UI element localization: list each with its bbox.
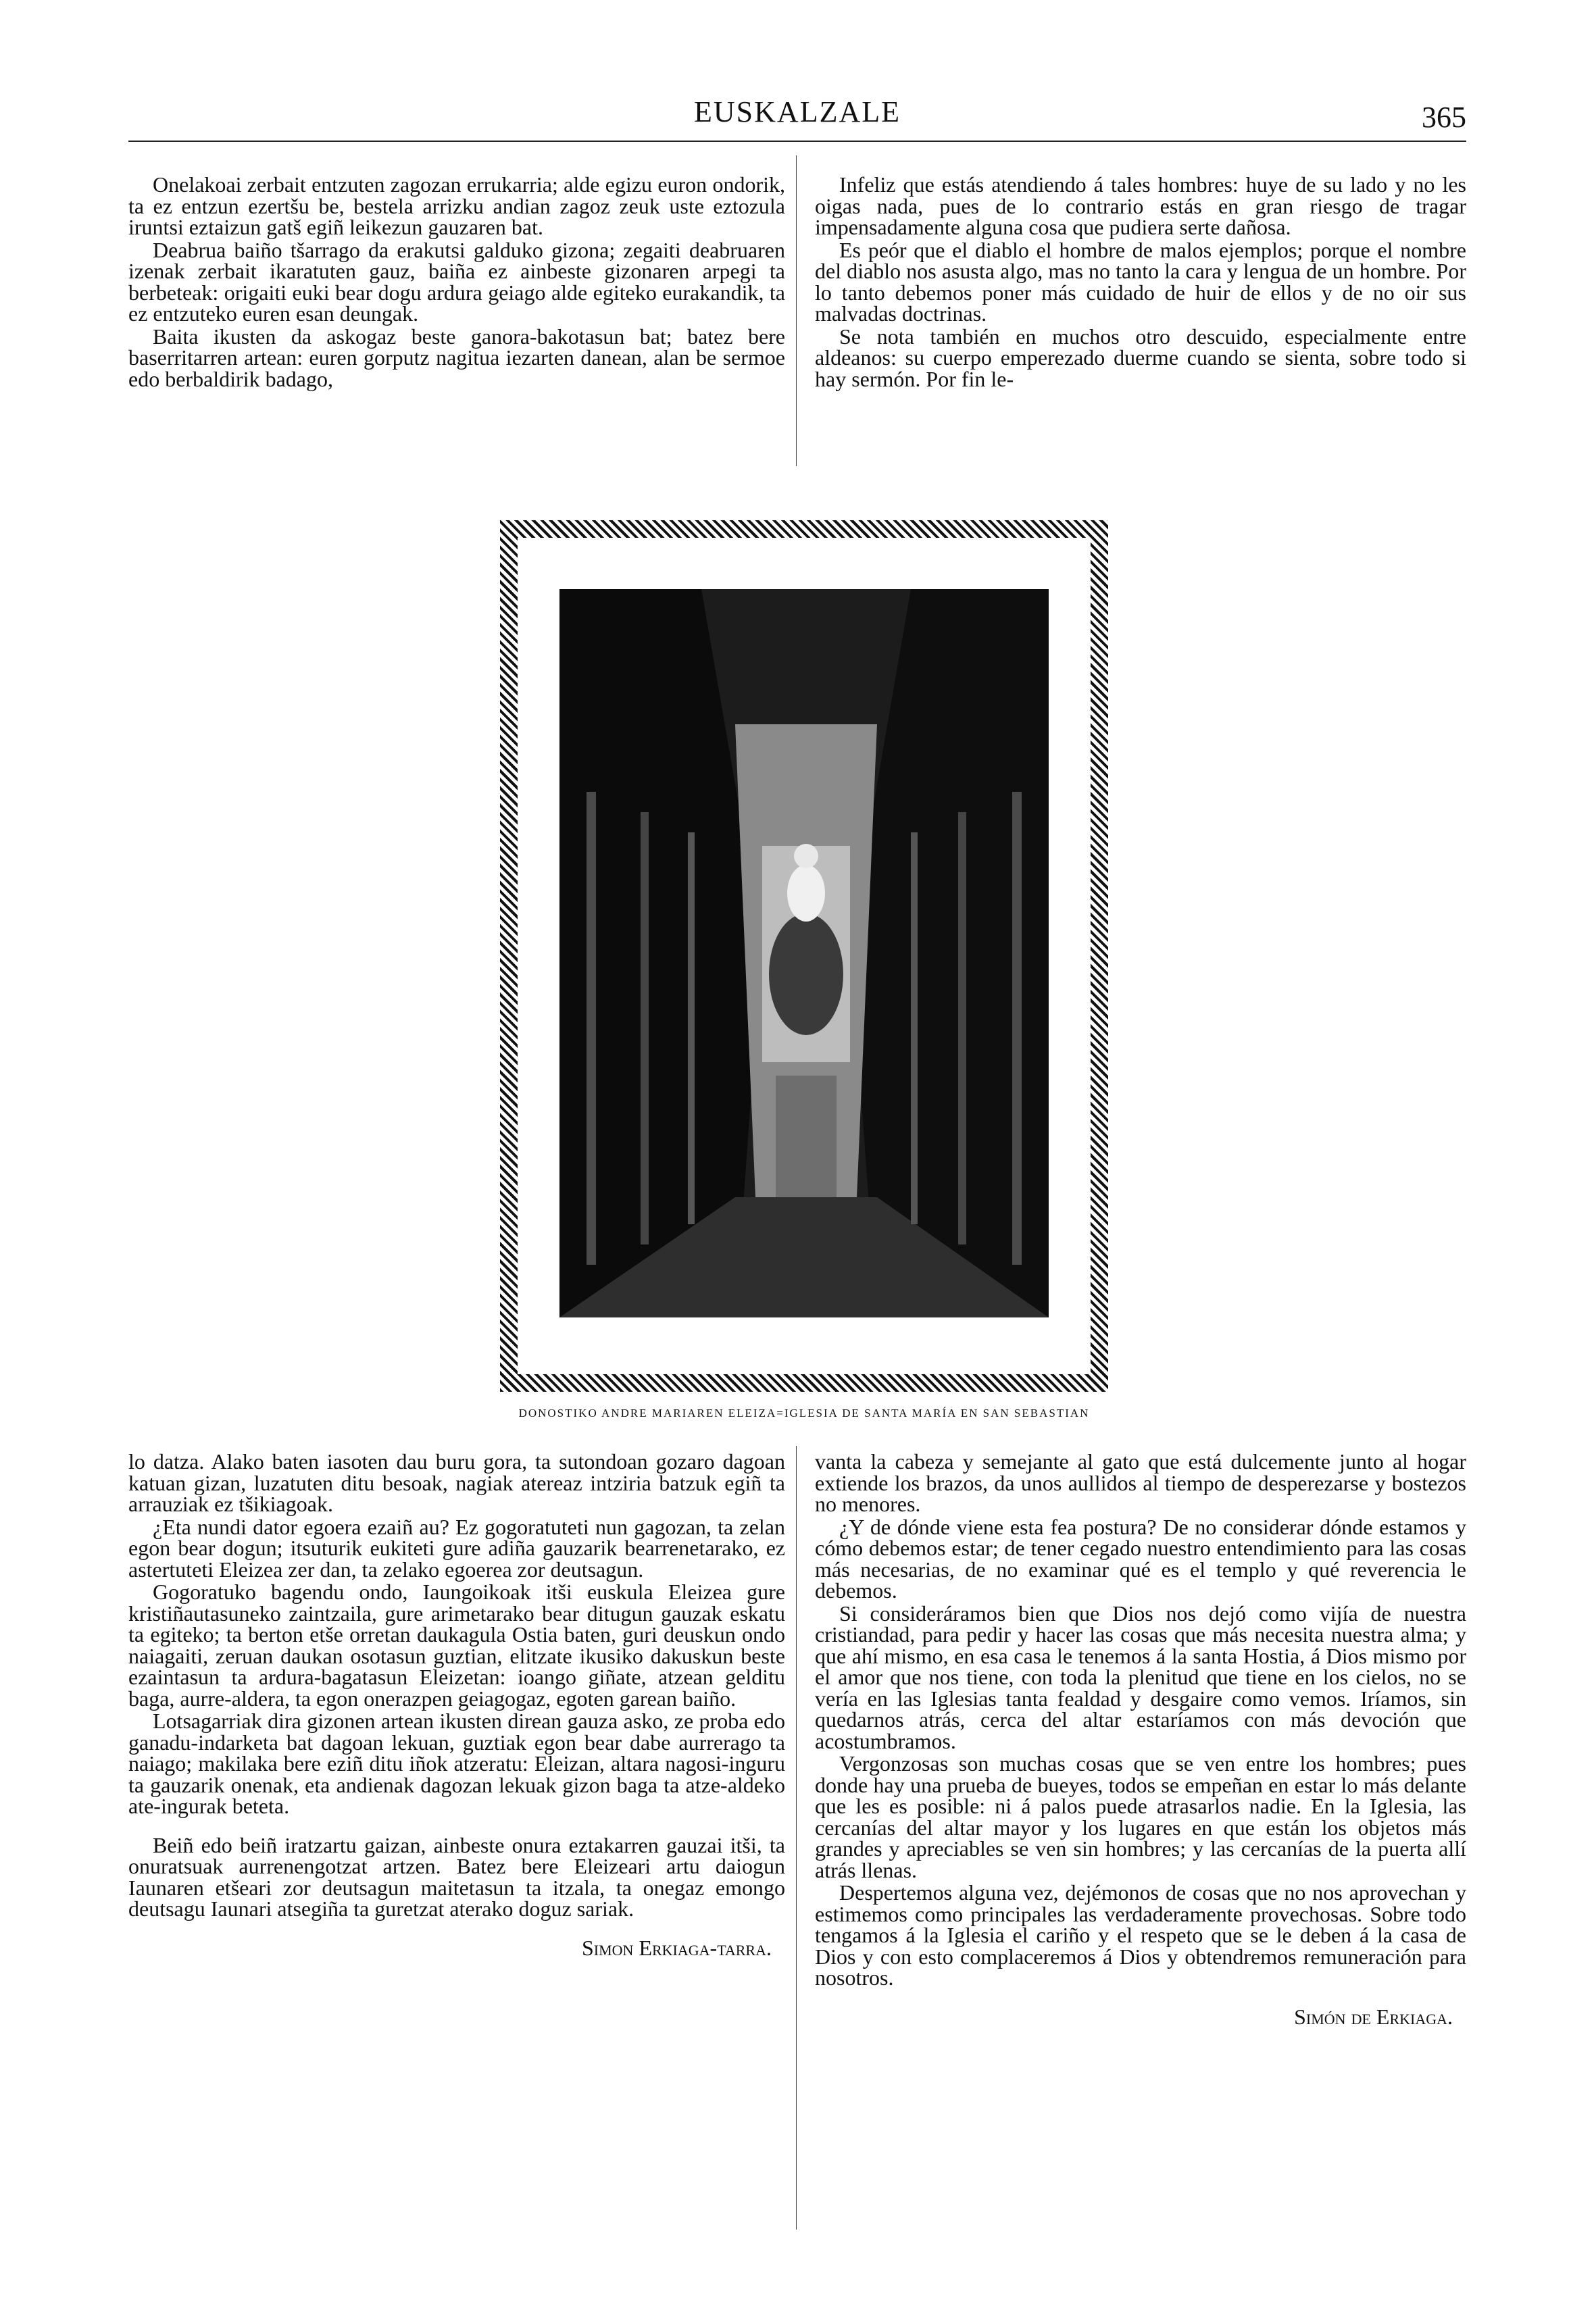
signature-basque: Simon Erkiaga-tarra. (581, 1935, 772, 1960)
paragraph: Onelakoai zerbait entzuten zagozan errukarria; alde egizu euron ondorik, ta ez entzun ezertšu be, bestela arrizku andian zagoz zeuk uste eztozula iruntsi eztaizun gatš egiñ leikezun gauzaren bat. (128, 172, 785, 239)
column-divider (796, 1446, 797, 2230)
top-right-column (815, 174, 1466, 391)
paragraph: ¿Y de dónde viene esta fea postura? De no considerar dónde estamos y cómo debemos estar; de tener cegado nuestro entendimiento para las cosas más necesarias, de no examinar qué es el templo y qué reverencia le debemos. (815, 1514, 1466, 1603)
figure-frame (500, 520, 1108, 1392)
page-header (128, 95, 1466, 142)
signature-spanish: Simón de Erkiaga. (1294, 2004, 1453, 2029)
bottom-left-column (128, 1451, 785, 1960)
paragraph: Despertemos alguna vez, dejémonos de cosas que no nos aprovechan y estimemos como principales las verdaderamente provechosas. Sobre todo tengamos á la Iglesia el cariño y el respeto que se le deben á la casa de Dios y con esto complaceremos á Dios y obtendremos remuneración para nosotros. (815, 1880, 1466, 1990)
header-rule (128, 141, 1466, 142)
figure-caption: DONOSTIKO ANDRE MARIAREN ELEIZA=IGLESIA DE SANTA MARÍA EN SAN SEBASTIAN (518, 1407, 1090, 1419)
paragraph: Vergonzosas son muchas cosas que se ven entre los hombres; pues donde hay una prueba de bueyes, todos se empeñan en estar lo más delante que les es posible: ni á palos puede atrasarlos nadie. En la Iglesia, las cercanías del altar mayor y los lugares en que están los objetos más grandes y apreciables se ven sin hombres; y las cercanías de la puerta allí atrás llenas. (815, 1751, 1466, 1882)
paragraph: lo datza. Alako baten iasoten dau buru gora, ta sutondoan gozaro dagoan katuan gizan, luzatuten ditu besoak, nagiak atereaz intziria batzuk egiñ ta arrauziak ez tšikiagoak. (128, 1449, 785, 1516)
photo-illustration (559, 589, 1049, 1317)
paragraph: Se nota también en muchos otro descuido, especialmente entre aldeanos: su cuerpo emperezado duerme cuando se sienta, sobre todo si hay sermón. Por fin le- (815, 324, 1466, 391)
paragraph: Infeliz que estás atendiendo á tales hombres: huye de su lado y no les oigas nada, pues de lo contrario estás en gran riesgo de tragar impensadamente alguna cosa que pudiera serte dañosa. (815, 172, 1466, 239)
paragraph: Beiñ edo beiñ iratzartu gaizan, ainbeste onura eztakarren gauzai itši, ta onuratsuak aurrenengotzat artzen. Batez bere Eleizeari artu daiogun Iaunaren etšeari zor deutsagun maitetasun ta itzala, ta onegaz emongo deutsagu Iaunari atsegiña ta guretzat aterako doguz sariak. (128, 1832, 785, 1921)
paragraph: vanta la cabeza y semejante al gato que está dulcemente junto al hogar extiende los brazos, da unos aullidos al tiempo de desperezarse y bostezos no menores. (815, 1449, 1466, 1516)
top-left-column (128, 174, 785, 391)
page-number: 365 (1422, 101, 1466, 134)
paragraph: Es peór que el diablo el hombre de malos ejemplos; porque el nombre del diablo nos asusta algo, mas no tanto la cara y lengua de un hombre. Por lo tanto debemos poner más cuidado de huir de ellos y de no oir sus malvadas doctrinas. (815, 237, 1466, 326)
paragraph: Deabrua baiño tšarrago da erakutsi galduko gizona; zegaiti deabruaren izenak zerbait ikaratuten gauz, baiña ez ainbeste gizonaren arpegi ta berbeteak: origaiti euki bear dogu ardura geiago alde egiteko eurakandik, ta ez entzuteko euren esan deungak. (128, 237, 785, 326)
paragraph: Si consideráramos bien que Dios nos dejó como vijía de nuestra cristiandad, para pedir y hacer las cosas que más necesita nuestra alma; y que ahí mismo, en esa casa le tenemos á la santa Hostia, á Dios mismo por el amor que nos tiene, con toda la plenitud que tiene en los cielos, no se vería en las Iglesias tanta fealdad y desgaire como vemos. Iríamos, sin quedarnos atrás, cerca del altar estaríamos con más devoción que acostumbramos. (815, 1601, 1466, 1753)
paragraph: Gogoratuko bagendu ondo, Iaungoikoak itši euskula Eleizea gure kristiñautasuneko zaintzaila, gure arimetarako bear ditugun gauzak eskatu ta egiteko; ta berton etše orretan daukagula Ostia baten, guri deuskun ondo naiagaiti, zeruan daukan osotasun guztian, elitzate ikusiko dakuskun beste ezaintasun ta ardura-bagatasun Eleizetan: ioango giñate, atzean gelditu baga, aurre-aldera, ta egon onerazpen geiagogaz, egoten garean baiño. (128, 1580, 785, 1711)
journal-title: EUSKALZALE (694, 95, 901, 128)
church-interior-photo (559, 589, 1049, 1317)
column-divider (796, 155, 797, 466)
paragraph: ¿Eta nundi dator egoera ezaiñ au? Ez gogoratuteti nun gagozan, ta zelan egon bear dogun; itsuturik eukiteti gure adiña gauzarik bearrenetarako, ez astertuteti Eleizea zer dan, ta zelako egoerea zor deutsagun. (128, 1514, 785, 1582)
paragraph: Lotsagarriak dira gizonen artean ikusten direan gauza asko, ze proba edo ganadu-indarketa bat dagoan lekuan, guztiak egon bear dabe aurrerago ta naiago; makilaka bere eziñ ditu iñok atzeratu: Eleizan, altara nagosi-inguru ta gauzarik onenak, eta andienak dagozan lekuak gizon baga ta atze-aldeko ate-ingurak beteta. (128, 1709, 785, 1818)
paragraph: Baita ikusten da askogaz beste ganora-bakotasun bat; batez bere baserritarren artean: euren gorputz nagitua iezarten danean, alan be sermoe edo berbaldirik badago, (128, 324, 785, 391)
bottom-right-column (815, 1451, 1466, 2029)
